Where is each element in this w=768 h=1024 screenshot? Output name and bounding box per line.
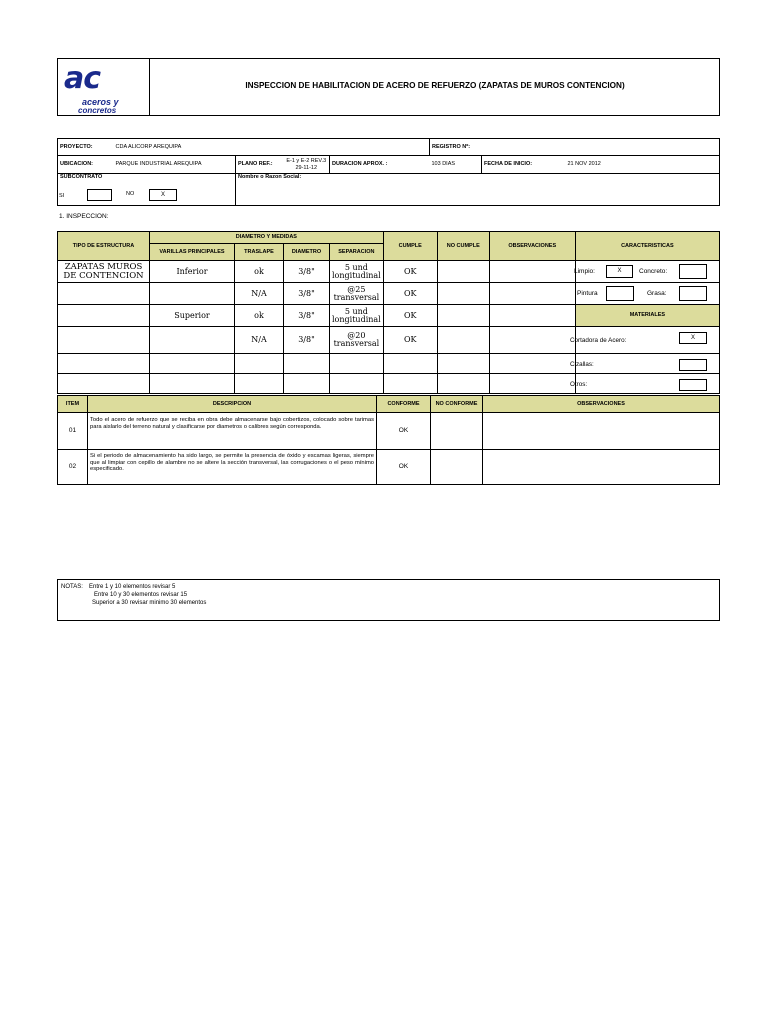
- items-table: [57, 395, 720, 485]
- row-4-varillas: [150, 327, 235, 354]
- header-traslape: TRASLAPE: [235, 244, 284, 261]
- row-2-tipo: [58, 283, 150, 305]
- row-5-traslape: [235, 354, 284, 374]
- row-2-observaciones: [489, 283, 575, 305]
- row-6-tipo: [58, 374, 150, 394]
- proyecto-value: CDA ALICORP AREQUIPA: [114, 139, 430, 156]
- row-6-cumple: [383, 374, 437, 394]
- page-title: INSPECCION DE HABILITACION DE ACERO DE REFUERZO (ZAPATAS DE MUROS CONTENCION): [245, 81, 625, 90]
- row-3-separacion: 5 und longitudinal: [330, 305, 384, 327]
- row-6-traslape: [235, 374, 284, 394]
- header-diametro: DIAMETRO: [284, 244, 330, 261]
- fecha-label: FECHA DE INICIO:: [482, 156, 566, 174]
- no-label: NO: [126, 191, 135, 197]
- notas-box: [57, 579, 720, 621]
- otros-label: Otros:: [570, 381, 588, 388]
- item-1-descripcion: Todo el acero de refuerzo que se reciba en obra debe almacenarse bajo cobertizos, colocado sobre tarimas para aislarlo del terreno natural y clasificarse por diametros o calibres según corresponda.: [88, 413, 377, 450]
- row-5-observaciones: [489, 354, 575, 374]
- row-1-cumple: OK: [383, 261, 437, 283]
- notas-label: NOTAS:: [61, 584, 83, 590]
- header-item: ITEM: [58, 396, 88, 413]
- razon-social-label: Nombre o Razon Social:: [238, 174, 302, 180]
- logo-mark: ac: [64, 61, 101, 96]
- item-2-number: 02: [58, 450, 88, 485]
- row-1-separacion: 5 und longitudinal: [330, 261, 384, 283]
- row-5-separacion: [330, 354, 384, 374]
- item-1-observaciones: [483, 413, 720, 450]
- registro-value: [482, 139, 720, 156]
- item-2-descripcion: Si el periodo de almacenamiento ha sido largo, se permite la presencia de óxido y escamas ligeras, siempre que al limpiar con cepillo de alambre no se altere la sección transversal, las corrugaciones o el peso mínimo especificado.: [88, 450, 377, 485]
- logo-line-1: aceros y: [82, 97, 119, 107]
- row-4-diametro: 3/8": [284, 327, 330, 354]
- si-checkbox[interactable]: [87, 189, 112, 201]
- item-2-conforme: OK: [377, 450, 431, 485]
- notas-line-1: Entre 1 y 10 elementos revisar 5: [89, 584, 176, 590]
- plano-label: PLANO REF.:: [236, 156, 284, 174]
- header-box: [57, 58, 720, 116]
- row-1-no-cumple: [437, 261, 489, 283]
- table-row: [58, 450, 720, 485]
- header-no-conforme: NO CONFORME: [431, 396, 483, 413]
- concreto-checkbox[interactable]: [679, 264, 707, 279]
- notas-line-2: Entre 10 y 30 elementos revisar 15: [94, 592, 188, 598]
- subcontrato-label: SUBCONTRATO: [60, 174, 103, 180]
- grasa-checkbox[interactable]: [679, 286, 707, 301]
- si-label: SI: [59, 193, 65, 199]
- item-1-number: 01: [58, 413, 88, 450]
- header-no-cumple: NO CUMPLE: [437, 232, 489, 261]
- row-4-observaciones: [489, 327, 575, 354]
- row-2-traslape: N/A: [235, 283, 284, 305]
- row-4-tipo: [58, 327, 150, 354]
- header-descripcion: DESCRIPCION: [88, 396, 377, 413]
- row-2-cumple: OK: [383, 283, 437, 305]
- otros-checkbox[interactable]: [679, 379, 707, 391]
- row-3-traslape: ok: [235, 305, 284, 327]
- row-3-diametro: 3/8": [284, 305, 330, 327]
- subcontrato-cell: [58, 174, 236, 206]
- row-1-traslape: ok: [235, 261, 284, 283]
- header-tipo: TIPO DE ESTRUCTURA: [58, 232, 150, 261]
- header-caracteristicas: CARACTERISTICAS: [575, 232, 719, 261]
- row-6-separacion: [330, 374, 384, 394]
- ubicacion-value: PARQUE INDUSTRIAL AREQUIPA: [114, 156, 236, 174]
- logo-line-2: concretos: [78, 106, 117, 115]
- row-2-no-cumple: [437, 283, 489, 305]
- row-3-no-cumple: [437, 305, 489, 327]
- table-row: [58, 413, 720, 450]
- row-6-observaciones: [489, 374, 575, 394]
- row-4-no-cumple: [437, 327, 489, 354]
- row-2-varillas: [150, 283, 235, 305]
- row-6-no-cumple: [437, 374, 489, 394]
- row-2-separacion: @25 transversal: [330, 283, 384, 305]
- plano-value-1: E-1 y E-2 REV.3: [286, 158, 327, 165]
- header-item-observaciones: OBSERVACIONES: [483, 396, 720, 413]
- row-1-varillas: Inferior: [150, 261, 235, 283]
- plano-value-2: 29-11-12: [295, 164, 318, 171]
- row-5-cumple: [383, 354, 437, 374]
- row-3-observaciones: [489, 305, 575, 327]
- pintura-checkbox[interactable]: [606, 286, 634, 301]
- inspection-table: [57, 231, 720, 394]
- row-2-diametro: 3/8": [284, 283, 330, 305]
- cizallas-checkbox[interactable]: [679, 359, 707, 371]
- item-2-observaciones: [483, 450, 720, 485]
- duracion-value: 103 DIAS: [430, 156, 482, 174]
- notas-line-3: Superior a 30 revisar minimo 30 elementos: [92, 600, 207, 606]
- row-6-diametro: [284, 374, 330, 394]
- row-1-tipo: ZAPATAS MUROS DE CONTENCION: [58, 261, 150, 283]
- header-conforme: CONFORME: [377, 396, 431, 413]
- row-5-varillas: [150, 354, 235, 374]
- duracion-label: DURACION APROX. :: [330, 156, 430, 174]
- ubicacion-label: UBICACION:: [58, 156, 114, 174]
- row-1-diametro: 3/8": [284, 261, 330, 283]
- header-separacion: SEPARACION: [330, 244, 384, 261]
- limpio-label: Limpio:: [574, 268, 595, 275]
- header-varillas: VARILLAS PRINCIPALES: [150, 244, 235, 261]
- razon-social-cell: [236, 174, 720, 206]
- cortadora-checkbox[interactable]: X: [679, 332, 707, 344]
- row-3-cumple: OK: [383, 305, 437, 327]
- item-1-conforme: OK: [377, 413, 431, 450]
- logo: [58, 59, 150, 115]
- proyecto-label: PROYECTO:: [58, 139, 114, 156]
- registro-label: REGISTRO Nº:: [430, 139, 482, 156]
- header-materiales: MATERIALES: [575, 305, 719, 327]
- item-1-no-conforme: [431, 413, 483, 450]
- header-cumple: CUMPLE: [383, 232, 437, 261]
- section-title: 1. INSPECCION:: [59, 213, 109, 220]
- row-5-tipo: [58, 354, 150, 374]
- concreto-label: Concreto:: [639, 268, 668, 275]
- fecha-value: 21 NOV 2012: [566, 156, 720, 174]
- row-1-observaciones: [489, 261, 575, 283]
- row-6-varillas: [150, 374, 235, 394]
- no-checkbox[interactable]: X: [149, 189, 177, 201]
- header-observaciones: OBSERVACIONES: [489, 232, 575, 261]
- cizallas-label: Cizallas:: [570, 361, 594, 368]
- limpio-checkbox[interactable]: X: [606, 265, 633, 278]
- pintura-label: Pintura: [577, 290, 598, 297]
- row-3-tipo: [58, 305, 150, 327]
- row-3-varillas: Superior: [150, 305, 235, 327]
- item-2-no-conforme: [431, 450, 483, 485]
- row-4-cumple: OK: [383, 327, 437, 354]
- cortadora-label: Cortadora de Acero:: [570, 337, 627, 344]
- plano-value: [284, 156, 330, 174]
- row-4-traslape: N/A: [235, 327, 284, 354]
- header-diametro-medidas: DIAMETRO Y MEDIDAS: [150, 232, 384, 244]
- grasa-label: Grasa:: [647, 290, 667, 297]
- row-5-diametro: [284, 354, 330, 374]
- row-5-no-cumple: [437, 354, 489, 374]
- row-4-separacion: @20 transversal: [330, 327, 384, 354]
